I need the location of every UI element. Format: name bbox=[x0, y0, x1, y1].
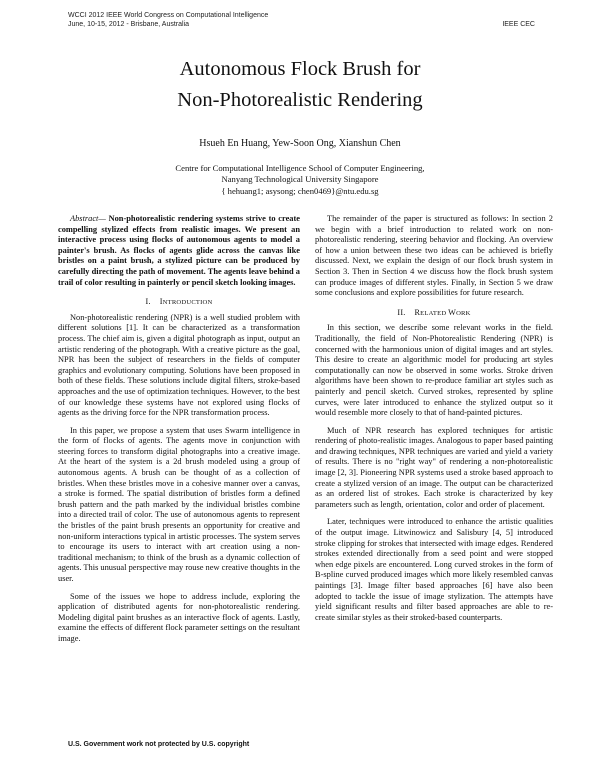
copyright-footer: U.S. Government work not protected by U.S. copyright bbox=[68, 741, 250, 748]
section-heading-related-work: II. RELATED WORK bbox=[397, 307, 471, 317]
abstract-text: Non-photorealistic rendering systems strive to create compelling stylized effects from realistic images. We present an interactive process using flocks of autonomous agents to model a painter's brush. As flocks of agents glide across the canvas like bristles on a paint brush, a stylized picture can be produced by carefully directing the path of movement. The agents leave behind a trail of color resulting in painterly or pencil sketch looking images. bbox=[58, 214, 300, 287]
author-list: Hsueh En Huang, Yew-Soon Ong, Xianshun Chen bbox=[199, 138, 401, 149]
abstract bbox=[58, 214, 300, 288]
title-line-2: Non-Photorealistic Rendering bbox=[177, 89, 423, 111]
conference-date: June, 10-15, 2012 - Brisbane, Australia bbox=[68, 20, 190, 28]
paragraph: In this section, we describe some relevant works in the field. Traditionally, the field of Non-Photorealistic Rendering (NPR) is concerned with the harmonious union of digital images and art styles. This desire to create an algorithmic model for producing art styles computationally can now be observed in some works. Stroke driven algorithms have been shown to re-produce familiar art styles such as painterly and pencil sketch. Curved strokes, represented by spline curves, were later introduced to enhance the stylized output so it would resemble more closely to that of hand-painted pictures. bbox=[315, 323, 553, 418]
section-heading-introduction: I. INTRODUCTION bbox=[145, 297, 213, 307]
paragraph: Some of the issues we hope to address include, exploring the application of distributed agents for non-photorealistic rendering. Modeling digital paint brushes as an interactive flock of agents. Lastly, examine the effects of different flock parameter settings on the resultant image. bbox=[58, 591, 300, 643]
paragraph: Much of NPR research has explored techniques for artistic rendering of photo-realistic images. Analogous to paper based painting and drawing techniques, NPR techniques are varied and yield a variety of results. There is no "right way" of rendering a non-photorealistic image [2, 3]. Pioneering NPR systems used a stroke based approach to create a stylized version of an image. The output can be characterized as an ordered list of strokes. Each stroke is characterized by key parameters such as length, orientation, color and order of placement. bbox=[315, 425, 553, 509]
section-numeral: I. bbox=[145, 297, 151, 307]
paragraph: Later, techniques were introduced to enhance the artistic qualities of the output image. Litwinowicz and Salisbury [4, 5] introduced stroke clipping for strokes that intersected with image edges. Rendered strokes extended directionally from a seed point and were stopped when edge pixels are encountered. Long curved strokes in the form of B-spline curved produced images which more likely resembled canvas paintings [3]. Image filter based approaches [6] have also been adopted to tackle the issue of image stylization. The attempts have yield significant results and filter based approaches are able to re-create similar styles as their stroked-based counterparts. bbox=[315, 517, 553, 622]
paragraph: The remainder of the paper is structured as follows: In section 2 we begin with a brief introduction to related work on non-photorealistic rendering, steering behavior and flocking. An overview of how a union between these two ideas can be achieved is briefly discussed. Next, we explain the design of our flock brush system in Section 3. Then in Section 4 we discuss how the flock brush system can produce images of different styles. Finally, in Section 5 we draw some conclusions and explore possibilities for future research. bbox=[315, 214, 553, 298]
title-line-1: Autonomous Flock Brush for bbox=[179, 58, 421, 80]
section-numeral: II. bbox=[397, 307, 406, 317]
abstract-label: Abstract— bbox=[70, 214, 106, 223]
paragraph: In this paper, we propose a system that uses Swarm intelligence in the form of flocks of agents. The agents move in conjunction with steering forces to transform digital photographs into a creative image. At the heart of the system is a 2d brush modeled using a group of autonomous agents. A brush can be thought of as a collection of bristles. When these bristles move in a cohesive manner over a canvas, a stroke is formed. The spatial distribution of bristles form a defined brush pattern and the path marked by the individual bristles combine into a directed trail of color. The use of autonomous agents to represent the bristles of the paint brush presents an opportunity for creative and non-uniform interactions typical in artistic processes. The system serves to encourage its users to interact with art creation using a non-traditional mechanism; to think of the brush as a dynamic collection of agents. This unusual perspective may rouse new creative thoughts in the user. bbox=[58, 425, 300, 583]
affiliation-line-2: Nanyang Technological University Singapore bbox=[221, 174, 379, 185]
affiliation-line-1: Centre for Computational Intelligence School of Computer Engineering, bbox=[175, 163, 425, 173]
affiliation bbox=[60, 163, 540, 197]
left-column bbox=[58, 214, 300, 652]
paper-title bbox=[60, 54, 540, 116]
track-label: IEEE CEC bbox=[502, 21, 535, 28]
paragraph: Non-photorealistic rendering (NPR) is a well studied problem with different solutions [1]. It can be characterized as a transformation process. The chief aim is, given a digital photograph as input, output an artistic rendering of the photograph. With a creative picture as the goal, NPR has been the subject of researchers in the fields of computer graphics and evolutionary computing. Solutions have been proposed in both of these fields. These solutions include digital filters, stroke-based approaches and the use of optimization techniques. However, to the best of our knowledge these systems have not explored using flocks of agents as the driving force for the NPR transformation process. bbox=[58, 312, 300, 418]
right-column bbox=[315, 214, 553, 630]
affiliation-emails: { hehuang1; asysong; chen0469}@ntu.edu.sg bbox=[221, 185, 379, 196]
conference-name: WCCI 2012 IEEE World Congress on Computational Intelligence bbox=[68, 12, 269, 19]
running-header bbox=[68, 12, 268, 29]
